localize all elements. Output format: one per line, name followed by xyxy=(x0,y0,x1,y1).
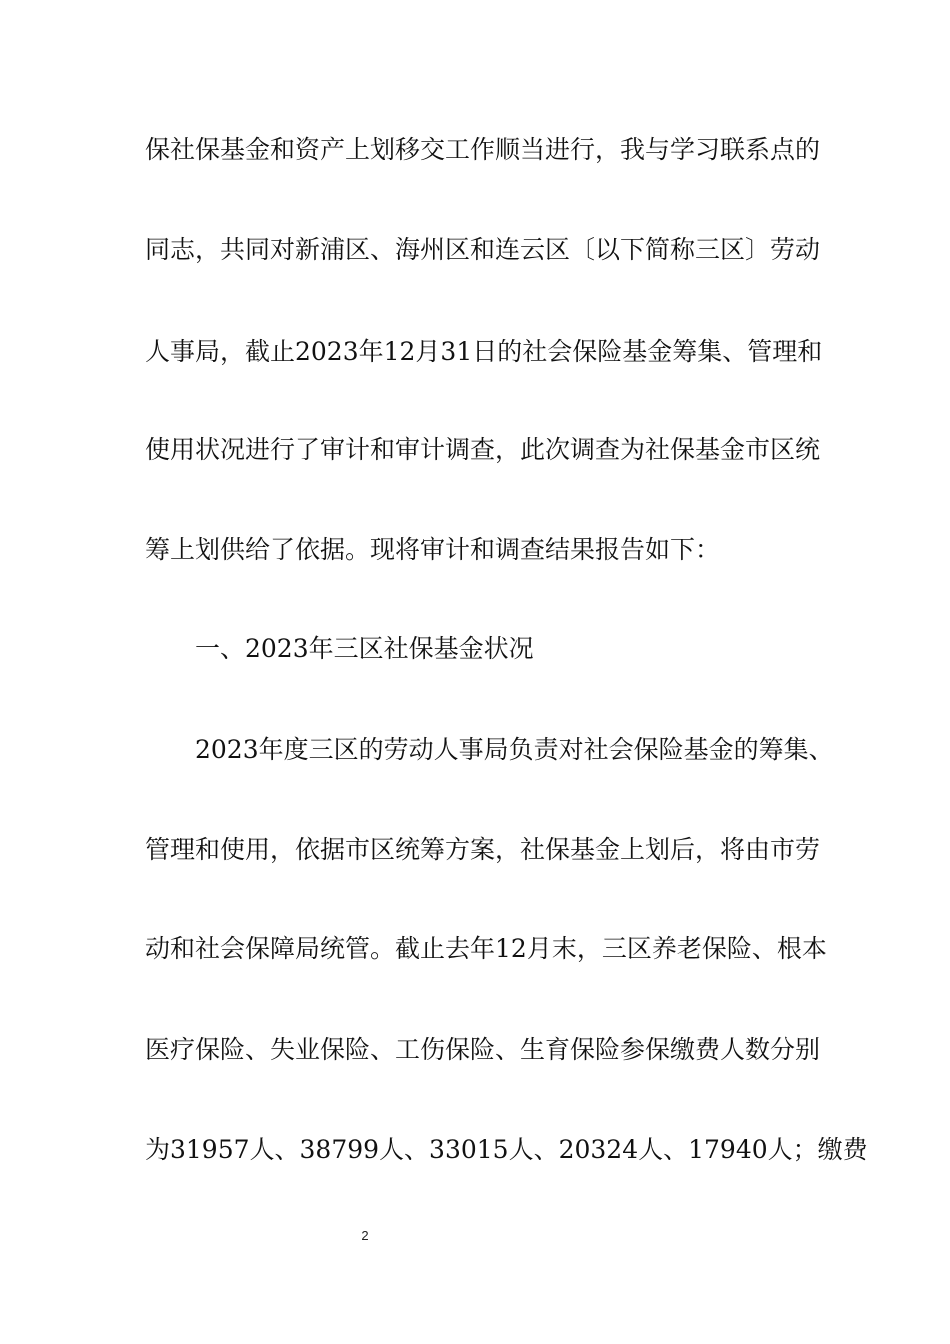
paragraph-line: 筹上划供给了依据。现将审计和调查结果报告如下： xyxy=(145,535,721,564)
section-heading: 一、2023年三区社保基金状况 xyxy=(195,634,534,663)
page-number: 2 xyxy=(361,1228,369,1243)
paragraph-line: 动和社会保障局统管。截止去年12月末，三区养老保险、根本 xyxy=(145,934,827,963)
paragraph-line: 为31957人、38799人、33015人、20324人、17940人；缴费 xyxy=(145,1135,868,1164)
paragraph-line: 保社保基金和资产上划移交工作顺当进行，我与学习联系点的 xyxy=(145,135,821,164)
paragraph-line: 医疗保险、失业保险、工伤保险、生育保险参保缴费人数分别 xyxy=(145,1035,821,1064)
paragraph-line: 2023年度三区的劳动人事局负责对社会保险基金的筹集、 xyxy=(195,735,834,764)
paragraph-line: 管理和使用，依据市区统筹方案，社保基金上划后，将由市劳 xyxy=(145,835,821,864)
paragraph-line: 同志，共同对新浦区、海州区和连云区〔以下简称三区〕劳动 xyxy=(145,235,821,264)
paragraph-line: 人事局，截止2023年12月31日的社会保险基金筹集、管理和 xyxy=(145,337,823,366)
paragraph-line: 使用状况进行了审计和审计调查，此次调查为社保基金市区统 xyxy=(145,435,821,464)
